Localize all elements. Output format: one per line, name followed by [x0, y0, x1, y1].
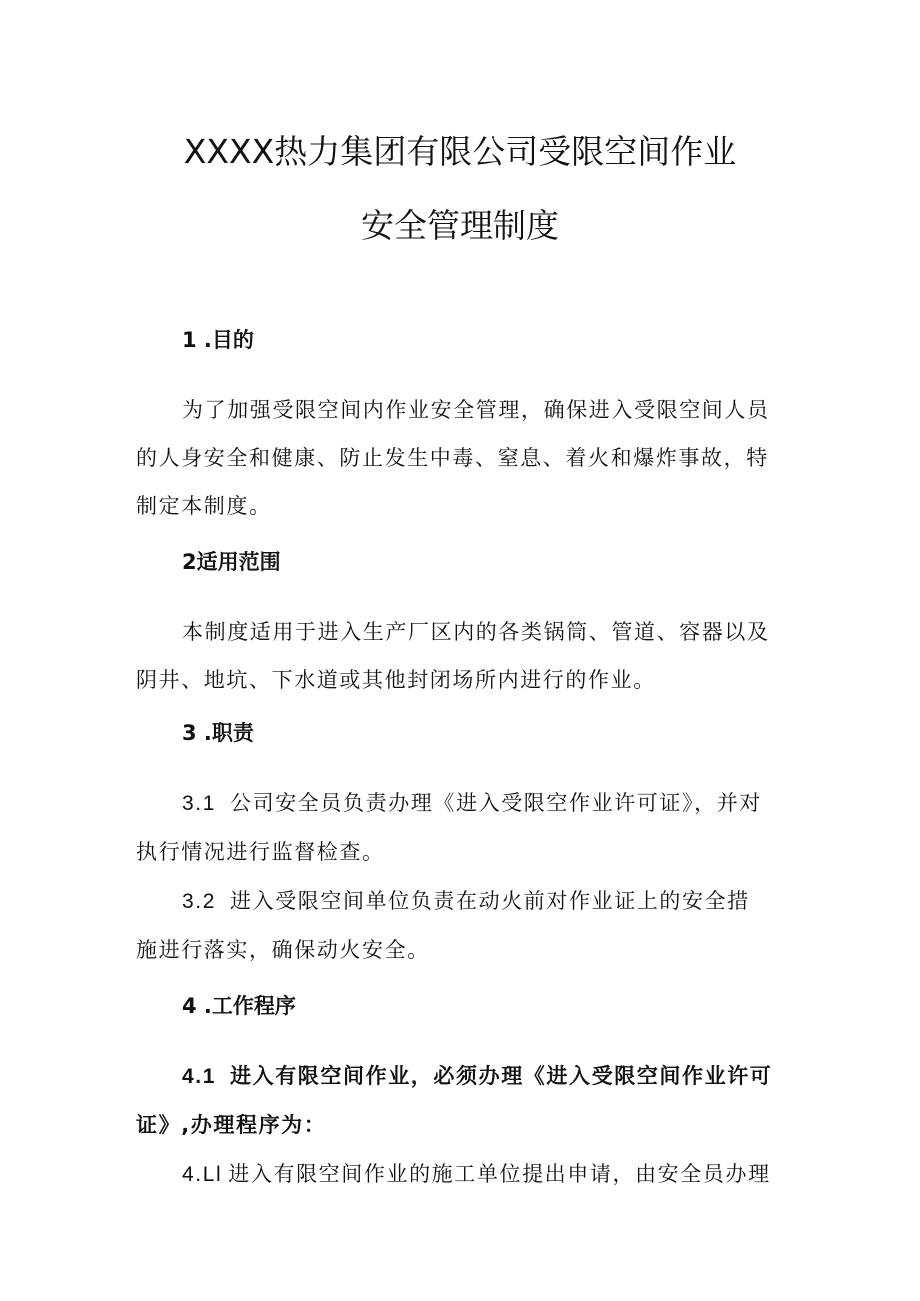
clause-number: 3.2: [182, 890, 216, 913]
paragraph-line: [136, 779, 790, 828]
section-3-1-paragraph: [136, 779, 790, 876]
paragraph-line: 本制度适用于进入生产厂区内的各类锅筒、管道、容器以及: [182, 620, 770, 644]
paragraph-line: 制定本制度。: [136, 494, 272, 518]
section-2-paragraph: [136, 608, 790, 704]
paragraph-line: 施进行落实，确保动火安全。: [136, 938, 430, 962]
clause-text: 进入受限空间单位负责在动火前对作业证上的安全措: [230, 889, 750, 913]
clause-text: 进入有限空间作业，必须办理《进入受限空间作业许可: [230, 1064, 773, 1088]
paragraph-line: 的人身安全和健康、防止发生中毒、窒息、着火和爆炸事故，特: [136, 446, 769, 470]
section-1-paragraph: [136, 386, 790, 530]
paragraph-line: [136, 877, 790, 926]
paragraph-line: 证》,办理程序为：: [136, 1113, 327, 1137]
paragraph-line: [136, 1052, 790, 1101]
section-4-1-paragraph: [136, 1052, 790, 1149]
paragraph-line: 阴井、地坑、下水道或其他封闭场所内进行的作业。: [136, 668, 656, 692]
document-title-line1: XXXX热力集团有限公司受限空间作业: [183, 132, 737, 171]
section-2-heading: 2适用范围: [182, 550, 281, 574]
section-3-heading: 3 .职责: [182, 721, 254, 745]
clause-number: 3.1: [182, 792, 216, 815]
paragraph-line: 为了加强受限空间内作业安全管理，确保进入受限空间人员: [182, 398, 770, 422]
clause-number: 4.Ll: [182, 1163, 223, 1186]
document-title-line2: 安全管理制度: [361, 206, 559, 245]
section-4-1-1-paragraph: [136, 1150, 790, 1199]
section-4-heading: 4 .工作程序: [182, 994, 296, 1018]
paragraph-line: 执行情况进行监督检查。: [136, 840, 385, 864]
clause-text: 公司安全员负责办理《进入受限空作业许可证》，并对: [230, 791, 762, 815]
clause-number: 4.1: [182, 1065, 216, 1088]
section-3-2-paragraph: [136, 877, 790, 974]
section-1-heading: 1 .目的: [182, 328, 254, 352]
clause-text: 进入有限空间作业的施工单位提出申请，由安全员办理: [228, 1162, 771, 1186]
paragraph-line: [136, 1150, 790, 1199]
